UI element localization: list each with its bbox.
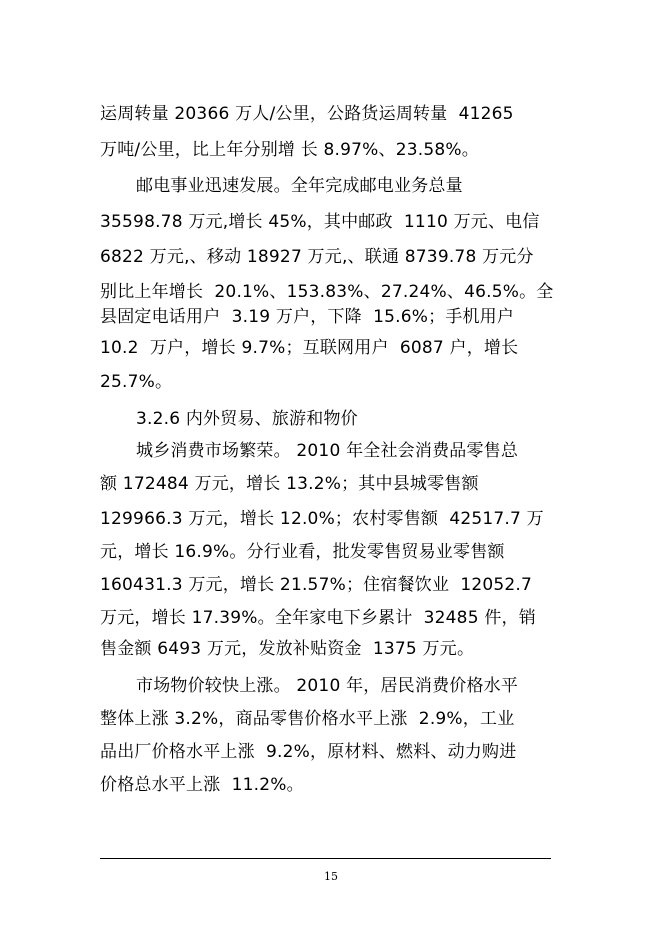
paragraph-line: 县固定电话用户 3.19 万户，下降 15.6%；手机用户 bbox=[100, 307, 515, 327]
page-number: 15 bbox=[324, 870, 338, 883]
paragraph-line: 25.7%。 bbox=[100, 372, 173, 392]
paragraph-line: 万元，增长 17.39%。全年家电下乡累计 32485 件，销 bbox=[100, 608, 536, 628]
paragraph-line: 别比上年增长 20.1%、153.83%、27.24%、46.5%。全 bbox=[100, 282, 554, 302]
paragraph-line: 万吨/公里，比上年分别增 长 8.97%、23.58%。 bbox=[100, 140, 479, 160]
section-heading: 3.2.6 内外贸易、旅游和物价 bbox=[136, 409, 358, 429]
paragraph-line: 品出厂价格水平上涨 9.2%，原材料、燃料、动力购进 bbox=[100, 742, 517, 762]
paragraph-line: 市场物价较快上涨。 2010 年，居民消费价格水平 bbox=[136, 676, 519, 696]
footer-divider bbox=[100, 858, 551, 859]
paragraph-line: 6822 万元,、移动 18927 万元,、联通 8739.78 万元分 bbox=[100, 247, 534, 267]
paragraph-line: 售金额 6493 万元，发放补贴资金 1375 万元。 bbox=[100, 639, 475, 659]
paragraph-line: 160431.3 万元，增长 21.57%；住宿餐饮业 12052.7 bbox=[100, 575, 533, 595]
paragraph-line: 邮电事业迅速发展。全年完成邮电业务总量 bbox=[136, 176, 463, 196]
paragraph-line: 129966.3 万元，增长 12.0%；农村零售额 42517.7 万 bbox=[100, 509, 544, 529]
paragraph-line: 价格总水平上涨 11.2%。 bbox=[100, 775, 304, 795]
paragraph-line: 整体上涨 3.2%，商品零售价格水平上涨 2.9%，工业 bbox=[100, 709, 515, 729]
paragraph-line: 元，增长 16.9%。分行业看，批发零售贸易业零售额 bbox=[100, 542, 505, 562]
paragraph-line: 35598.78 万元,增长 45%，其中邮政 1110 万元、电信 bbox=[100, 212, 540, 232]
paragraph-line: 额 172484 万元，增长 13.2%；其中县城零售额 bbox=[100, 474, 479, 494]
paragraph-line: 10.2 万户，增长 9.7%；互联网用户 6087 户，增长 bbox=[100, 338, 519, 358]
paragraph-line: 城乡消费市场繁荣。 2010 年全社会消费品零售总 bbox=[136, 441, 519, 461]
paragraph-line: 运周转量 20366 万人/公里，公路货运周转量 41265 bbox=[100, 104, 514, 124]
